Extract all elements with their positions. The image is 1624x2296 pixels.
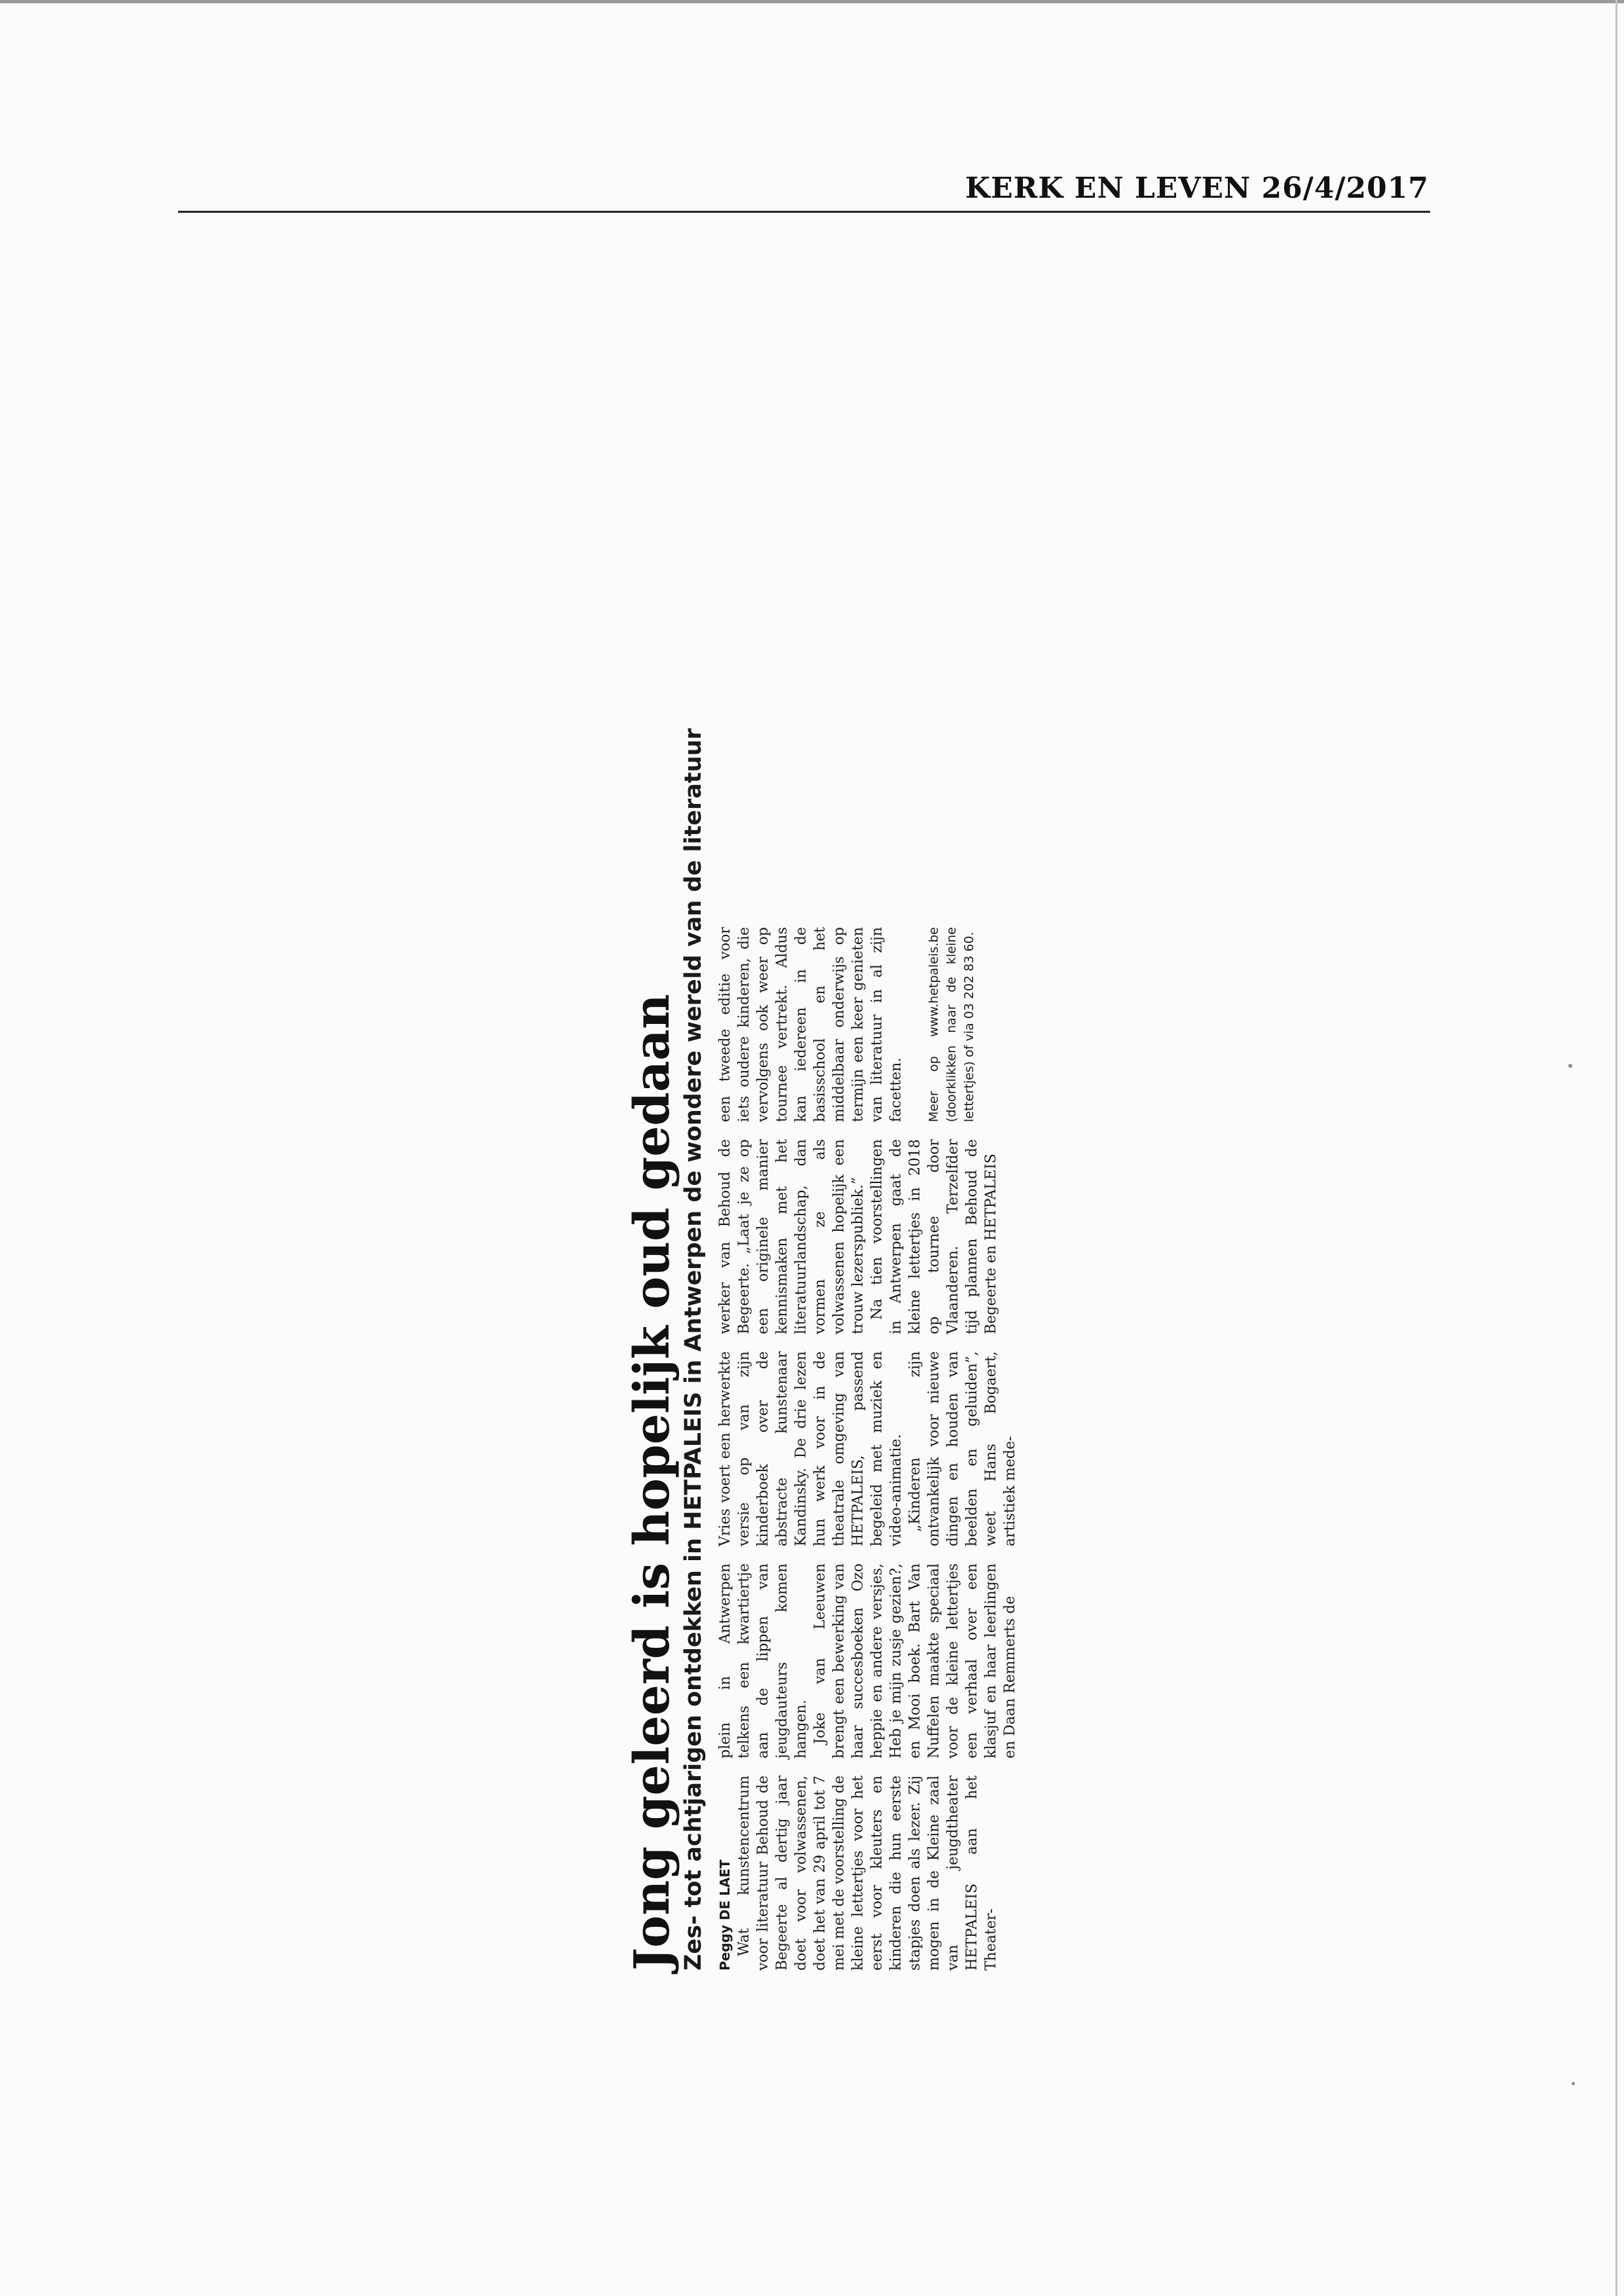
paragraph: Na tien voorstellingen in Antwerpen gaat de kleine lettertjes in 2018 op tournee door Vlaanderen. Terzelfder tijd plannen Behoud de Begeerte en HETPALEIS <box>869 1139 999 1334</box>
paragraph: „Kinderen zijn ontvankelijk voor nieuwe dingen en houden van beelden en geluiden”, weet Hans Bogaert, artistiek mede- <box>907 1351 1018 1546</box>
column-3 <box>716 1351 1020 1546</box>
column-4 <box>716 1139 1001 1334</box>
masthead: KERK EN LEVEN 26/4/2017 <box>965 172 1429 205</box>
subheadline: Zes- tot achtjarigen ontdekken in HETPALEIS in Antwerpen de wondere wereld van de literatuur <box>680 728 707 1971</box>
scan-right-edge <box>1615 0 1617 2296</box>
scan-top-edge <box>0 0 1624 3</box>
column-2 <box>716 1563 1020 1758</box>
paragraph: plein in Antwerpen telkens een kwartiertje aan de lippen van jeugdauteurs komen hangen. <box>717 1563 809 1758</box>
scan-speck <box>1568 1064 1572 1068</box>
more-info: Meer op www.hetpaleis.be (doorklikken naar de kleine lettertjes) of via 03 202 83 60. <box>927 927 976 1122</box>
paragraph: Wat kunstencentrum voor literatuur Behoud de Begeerte al dertig jaar doet voor volwassenen, doet het van 29 april tot 7 mei met de voorstelling de kleine lettertjes voor het eerst voor kleuters en kinderen die hun eerste stapjes doen als lezer. Zij mogen in de Kleine zaal van jeugdtheater HETPALEIS aan het Theater- <box>736 1776 999 1971</box>
paragraph: Joke van Leeuwen brengt een bewerking van haar succesboeken Ozo heppie en andere versjes, Heb je mijn zusje gezien?, en Mooi boek. Bart Van Nuffelen maakte speciaal voor de kleine lettertjes een verhaal over een klasjuf en haar leerlingen en Daan Remmerts de <box>812 1563 1018 1758</box>
masthead-rule <box>178 211 1430 213</box>
column-5 <box>716 927 978 1122</box>
article-columns <box>716 583 1020 1971</box>
column-1 <box>716 1776 1001 1971</box>
scan-speck <box>1572 2082 1575 2085</box>
headline: Jong geleerd is hopelijk oud gedaan <box>624 994 680 1971</box>
author-byline: Peggy DE LAET <box>717 1859 733 1971</box>
paragraph: werker van Behoud de Begeerte. „Laat je ze op een originele manier kennismaken met het literatuurlandschap, dan vormen ze als volwassenen hopelijk een trouw lezerspubliek.” <box>717 1139 866 1334</box>
paragraph: een tweede editie voor iets oudere kinderen, die vervolgens ook weer op tournee vertrekt. Aldus kan iedereen in de basisschool en het middelbaar onderwijs op termijn een keer genieten van literatuur in al zijn facetten. <box>717 927 904 1122</box>
paragraph: Vries voert een herwerkte versie op van zijn kinderboek over de abstracte kunstenaar Kandinsky. De drie lezen hun werk voor in de theatrale omgeving van HETPALEIS, passend begeleid met muziek en video-animatie. <box>717 1351 904 1546</box>
article-clipping <box>624 583 1018 1971</box>
